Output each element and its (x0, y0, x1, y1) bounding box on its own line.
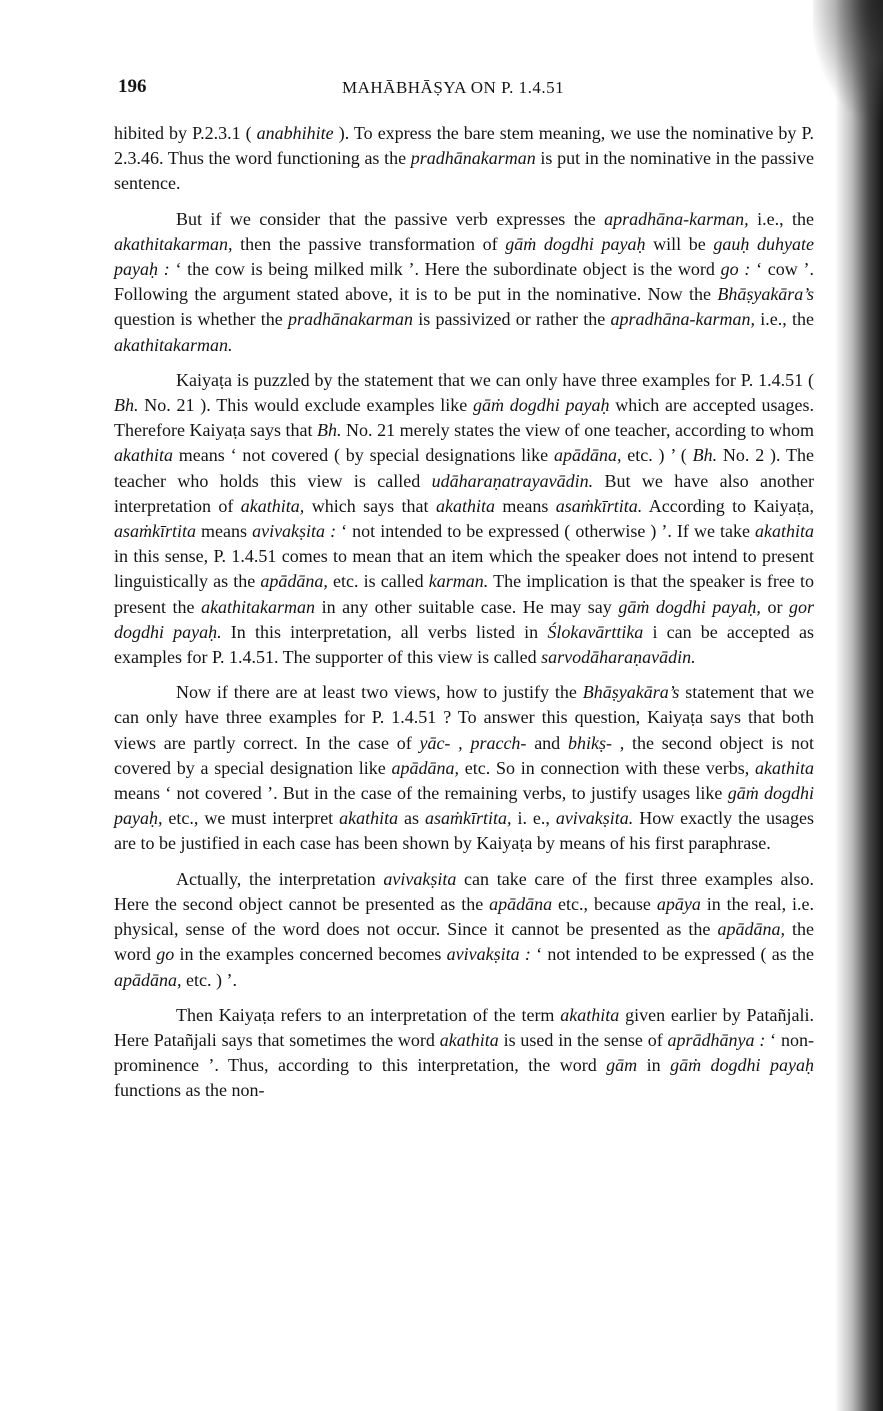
italic-term: Bhāṣyakāra’s (582, 682, 680, 703)
text-run: will be (645, 233, 714, 254)
text-run: means (196, 521, 253, 542)
text-run: means (494, 495, 556, 516)
paragraph (114, 368, 814, 670)
italic-term: sarvodāharaṇavādin. (541, 647, 696, 668)
italic-term: apādāna, (114, 969, 182, 990)
text-run: in the real, i.e. physical, sense of the word does not occur. Since it cannot be presented as the (114, 893, 814, 940)
italic-term: akathita (339, 808, 399, 829)
italic-term: pradhānakarman (288, 309, 414, 330)
italic-term: Bh. (692, 445, 718, 466)
italic-term: apādāna (489, 893, 553, 914)
italic-term: apādāna, (553, 445, 622, 466)
italic-term: karman. (428, 571, 489, 592)
text-run: How exactly the usages are to be justified in each case has been shown by Kaiyaṭa by means of his first paraphrase. (114, 808, 814, 854)
italic-term: apradhāna-karman, (610, 309, 756, 330)
body-text (114, 121, 814, 1114)
text-run: means ‘ not covered ( by special designations like (173, 445, 554, 466)
page-number: 196 (118, 76, 147, 97)
italic-term: akathita, (240, 495, 305, 516)
text-run: ‘ not intended to be expressed ( otherwise ) ’. If we take (336, 521, 755, 542)
text-run: which says that (304, 495, 436, 516)
italic-term: akathita (560, 1004, 620, 1025)
scan-corner-shadow (813, 0, 883, 120)
text-run: ‘ not intended to be expressed ( as the (530, 944, 814, 965)
italic-term: Ślokavārttika (547, 621, 644, 642)
italic-term: udāharaṇatrayavādin. (431, 470, 594, 491)
text-run: ‘ non-prominence ’. Thus, according to this interpretation, the word (114, 1029, 814, 1076)
italic-term: Bh. (317, 420, 342, 441)
text-run: No. 21 ). This would exclude examples like (138, 395, 473, 416)
italic-term: gauḥ duhyate payaḥ : (114, 233, 815, 280)
text-run: i can be accepted as examples for P. 1.4.51. The supporter of this view is called (114, 621, 814, 668)
text-run: in (637, 1055, 671, 1076)
text-run: i. e., (511, 808, 556, 829)
text-run: hibited by P.2.3.1 ( (114, 123, 257, 143)
text-run: In this interpretation, all verbs listed in (221, 621, 548, 642)
text-run: as (398, 808, 425, 829)
italic-term: avivakṣita : (446, 944, 531, 965)
italic-term: gāṁ dogdhi payaḥ (473, 395, 610, 416)
italic-term: anabhihite (256, 123, 334, 143)
book-spine-shadow (835, 0, 883, 1411)
italic-term: akathitakarman, (114, 233, 233, 254)
italic-term: akathitakarman. (114, 334, 233, 355)
text-run: No. 2 ). The teacher who holds this view is called (114, 445, 814, 491)
text-run: can take care of the first three examples also. Here the second object cannot be presented as the (114, 868, 815, 914)
italic-term: gāṁ dogdhi payaḥ (505, 233, 646, 254)
italic-term: asaṁkīrtita. (555, 495, 643, 516)
text-run: Kaiyaṭa is puzzled by the statement that we can only have three examples for P. 1.4.51 ( (176, 369, 814, 390)
text-run: But if we consider that the passive verb expresses the (176, 208, 605, 229)
text-run: etc. ) ’. (181, 969, 237, 990)
italic-term: gām (606, 1055, 638, 1076)
text-run: etc., we must interpret (162, 808, 340, 829)
text-run: statement that we can only have three examples for P. 1.4.51 ? To answer this question, Kaiyaṭa says that both views are partly correct. In the case of (114, 682, 814, 753)
italic-term: gāṁ dogdhi payaḥ, (114, 783, 815, 829)
running-head: MAHĀBHĀṢYA ON P. 1.4.51 (342, 78, 565, 97)
italic-term: gāṁ dogdhi payaḥ (670, 1055, 814, 1076)
text-run: Then Kaiyaṭa refers to an interpretation of the term (176, 1004, 561, 1025)
italic-term: avivakṣita (383, 868, 457, 889)
text-run: According to Kaiyaṭa, (642, 495, 814, 516)
text-run: etc. ) ’ ( (621, 445, 693, 466)
text-run: Actually, the interpretation (176, 868, 384, 889)
text-run: ‘ the cow is being milked milk ’. Here the subordinate object is the word (169, 259, 721, 280)
text-run: the word (114, 919, 814, 965)
italic-term: akathita (755, 521, 814, 542)
text-run: i.e., the (755, 309, 815, 330)
italic-term: gor dogdhi payaḥ. (114, 596, 815, 642)
paragraph (114, 207, 814, 358)
text-run: in this sense, P. 1.4.51 comes to mean that an item which the speaker does not intend to present linguistically as the (114, 546, 814, 592)
text-run: No. 21 merely states the view of one teacher, according to whom (341, 420, 815, 441)
text-run: then the passive transformation of (232, 233, 506, 254)
italic-term: apādāna, (260, 571, 328, 592)
italic-term: avivakṣita. (555, 808, 634, 829)
italic-term: pradhānakarman (410, 148, 536, 169)
italic-term: pracch- (470, 732, 527, 753)
italic-term: aprādhānya : (667, 1029, 766, 1050)
text-run: the second object is not covered by a special designation like (114, 732, 814, 778)
italic-term: Bhāṣyakāra’s (717, 284, 814, 305)
page-header (118, 76, 818, 102)
text-run: is put in the nominative in the passive sentence. (114, 148, 814, 194)
paragraph (114, 1003, 814, 1104)
italic-term: akathita (755, 757, 815, 778)
paragraph (114, 867, 814, 993)
text-run: functions as the non- (114, 1080, 265, 1101)
italic-term: asaṁkīrtita, (425, 808, 512, 829)
italic-term: go (156, 944, 175, 965)
text-run: ). To express the bare stem meaning, we use the nominative by P. 2.3.46. Thus the word functioning as the (114, 123, 814, 169)
text-run: The implication is that the speaker is free to present the (114, 571, 814, 617)
italic-term: Bh. (114, 395, 139, 416)
text-run: etc., because (552, 893, 657, 914)
italic-term: yāc- , (419, 732, 463, 753)
text-run: is passivized or rather the (413, 309, 611, 330)
italic-term: asaṁkīrtita (114, 521, 197, 542)
text-run: is used in the sense of (498, 1029, 668, 1050)
italic-term: gāṁ dogdhi payaḥ, (618, 596, 761, 617)
italic-term: akathita (439, 1029, 499, 1050)
text-run: question is whether the (114, 309, 289, 330)
text-run: etc. is called (327, 571, 429, 592)
text-run: in the examples concerned becomes (174, 944, 447, 965)
text-run: or (760, 596, 789, 617)
text-run: i.e., the (748, 208, 815, 229)
italic-term: apāya (656, 893, 701, 914)
paragraph (114, 121, 814, 197)
text-run: given earlier by Patañjali. Here Patañjali says that sometimes the word (114, 1004, 814, 1050)
italic-term: akathitakarman (201, 596, 316, 617)
italic-term: akathita (114, 445, 173, 466)
text-run: means ‘ not covered ’. But in the case of the remaining verbs, to justify usages like (114, 783, 728, 804)
text-run: and (526, 732, 568, 753)
italic-term: go : (720, 259, 751, 280)
text-run: But we have also another interpretation of (114, 470, 814, 516)
italic-term: akathita (435, 495, 495, 516)
italic-term: apādāna, (717, 919, 785, 940)
italic-term: apādāna, (391, 757, 459, 778)
italic-term: bhikṣ- , (567, 732, 625, 753)
text-run: etc. So in connection with these verbs, (458, 757, 756, 778)
italic-term: avivakṣita : (252, 521, 337, 542)
text-run: which are accepted usages. Therefore Kaiyaṭa says that (114, 395, 814, 441)
text-run: ‘ cow ’. Following the argument stated above, it is to be put in the nominative. Now the (114, 259, 815, 305)
text-run: Now if there are at least two views, how to justify the (176, 682, 583, 703)
text-run: in any other suitable case. He may say (315, 596, 619, 617)
italic-term: apradhāna-karman, (604, 208, 749, 229)
paragraph (114, 680, 814, 856)
